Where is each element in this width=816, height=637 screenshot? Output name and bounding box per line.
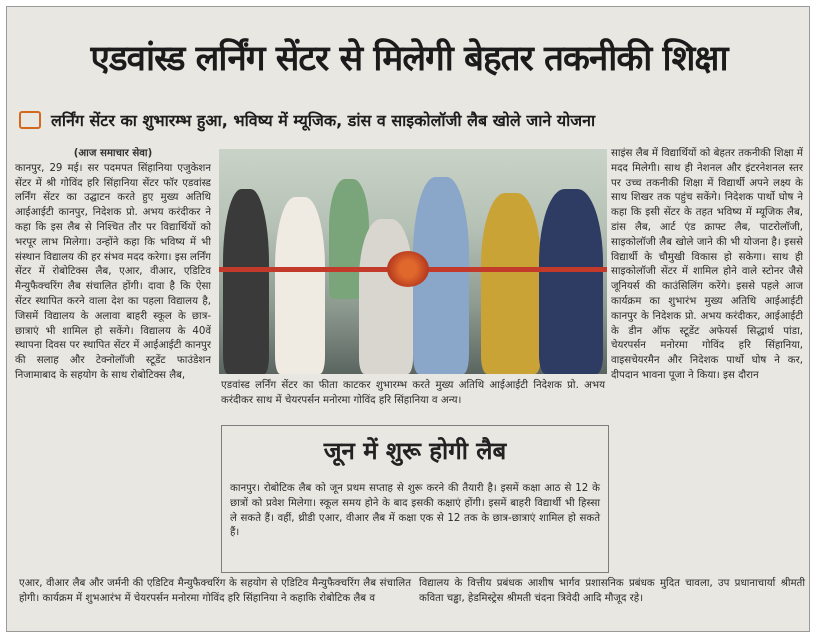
box-body: कानपुर। रोबोटिक लैब को जून प्रथम सप्ताह से शुरू करने की तैयारी है। इसमें कक्षा आठ से 12 के छात्रों को प्रवेश मिलेगा। स्कूल समय होने के बाद इसकी कक्षाएं होंगी। इसमें बाहरी विद्यार्थी भी हिस्सा ले सकते हैं। वहीं, थ्रीडी एआर, वीआर लैब में कक्षा एक से 12 तक के छात्र-छात्राएं शामिल हो सकते हैं।: [230, 483, 600, 539]
dateline: (आज समाचार सेवा): [73, 148, 153, 159]
box-title: जून में शुरू होगी लैब: [323, 437, 507, 465]
column-left-text: कानपुर, 29 मई। सर पदमपत सिंहानिया एजुकेशन सेंटर में श्री गोविंद हरि सिंहानिया सेंटर फॉर एडवांस्ड लर्निंग सेंटर का उद्घाटन करते हुए मुख्य अतिथि आईआईटी कानपुर, निदेशक प्रो. अभय करंदीकर ने कहा कि इस लैब से निश्चित तौर पर विद्यार्थियों को भरपूर लाभ मिलेगा। उन्होंने कहा कि भविष्य में भी संस्थान विद्यालय की हर संभव मदद करेगा। इस लर्निंग सेंटर में रोबोटिक्स लैब, एआर, वीआर, एडिटिव मैन्युफैक्चरिंग लैब संचालित होंगी। दावा है कि ऐसा सेंटर स्थापित करने वाला देश का पहला विद्यालय है, जिसमें विद्यालय के अलावा बाहरी स्कूल के छात्र-छात्राएं भी शामिल हो सकेंगे। विद्यालय के 40वें स्थापना दिवस पर स्थापित सेंटर में आईआईटी कानपुर की सलाह और टेक्नोलॉजी स्टूडेंट फाउंडेशन निजामाबाद के सहयोग के साथ रोबोटिक्स लैब,: [15, 162, 211, 381]
newspaper-clipping: [6, 6, 810, 632]
bottom-right-text: विद्यालय के वित्तीय प्रबंधक आशीष भार्गव प्रशासनिक प्रबंधक मुदित चावला, उप प्रधानाचार्या श्रीमती कविता चड्ढा, हेडमिस्ट्रेस श्रीमती चंदना त्रिवेदी आदि मौजूद रहे।: [419, 578, 805, 604]
bottom-left-text: एआर, वीआर लैब और जर्मनी की एडिटिव मैन्युफैक्चरिंग के सहयोग से एडिटिव मैन्युफैक्चरिंग लैब संचालित होगी। कार्यक्रम में शुभआरंभ में चेयरपर्सन मनोरमा गोविंद हरि सिंहानिया ने कहाकि रोबोटिक लैब व: [19, 578, 411, 604]
headline: एडवांस्ड लर्निंग सेंटर से मिलेगी बेहतर तकनीकी शिक्षा: [90, 38, 728, 79]
ribbon-bow: [387, 251, 429, 287]
photo-caption: एडवांस्ड लर्निंग सेंटर का फीता काटकर शुभारम्भ करते मुख्य अतिथि आईआईटी निदेशक प्रो. अभय करंदीकर साथ में चेयरपर्सन मनोरमा गोविंद हरि सिंहानिया व अन्य।: [221, 380, 605, 406]
article-column-left: [15, 147, 211, 577]
subheadline-text: लर्निंग सेंटर का शुभारम्भ हुआ, भविष्य में म्यूजिक, डांस व साइकोलॉजी लैब खोले जाने योजना: [51, 111, 596, 130]
boxed-story: [221, 425, 609, 573]
ribbon-cutting-photo: [219, 149, 607, 374]
subheadline: [19, 107, 805, 133]
column-right-text: साइंस लैब में विद्यार्थियों को बेहतर तकनीकी शिक्षा में मदद मिलेगी। साथ ही नेशनल और इंटरनेशनल स्तर पर उच्च तकनीकी शिक्षा में विद्यार्थी अपने लक्ष्य के साथ शिखर तक पहुंच सकेंगे। निदेशक पार्थो घोष ने कहा कि इसी सेंटर के तहत भविष्य में म्यूजिक लैब, डांस लैब, आर्ट एंड क्राफ्ट लैब, पाटरोलॉजी, साइकोलॉजी लैब खोले जाने की भी योजना है। इससे विद्यार्थी के चौमुखी विकास हो सकेगा। साथ ही साइकोलॉजी सेंटर में शामिल होने वाले स्टोनर जैसे जूनियर्स की काउंसिलिंग करेंगे। इससे पहले आज कार्यक्रम का शुभारंभ मुख्य अतिथि आईआईटी कानपुर के निदेशक प्रो. अभय करंदीकर, आईआईटी के डीन ऑफ स्टूडेंट अफेयर्स सिद्धार्थ पांडा, चेयरपर्सन मनोरमा गोविंद हरि सिंहानिया, वाइसचेयरमैन और निदेशक पार्थो घोष ने कर, दीपदान भावना पूजा ने किया। इस दौरान: [611, 148, 803, 381]
article-column-right: [611, 147, 803, 575]
square-bullet-icon: [19, 111, 41, 129]
